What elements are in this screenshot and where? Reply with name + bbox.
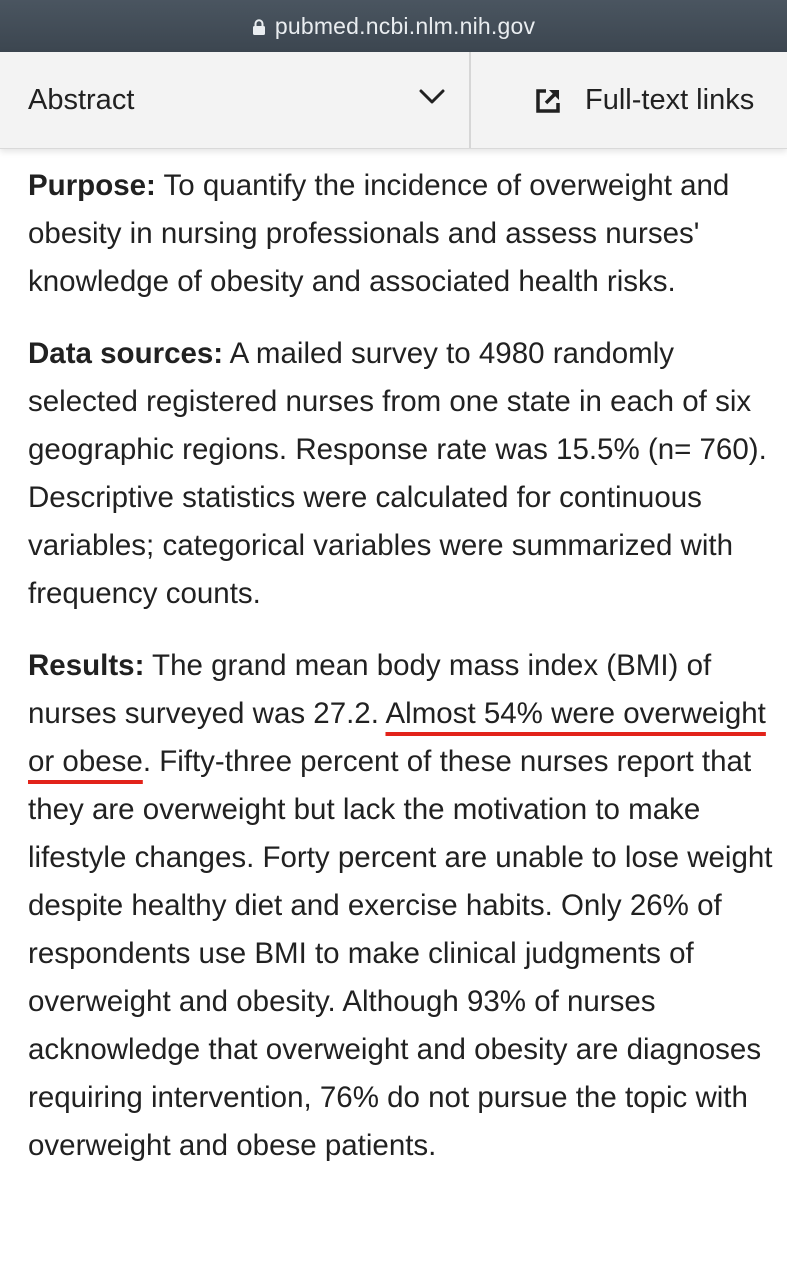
full-text-links-button[interactable] bbox=[471, 52, 787, 148]
data-sources-label: Data sources: bbox=[28, 337, 224, 370]
lock-icon bbox=[252, 19, 266, 35]
section-select[interactable] bbox=[0, 52, 469, 148]
article-toolbar bbox=[0, 52, 787, 149]
external-link-icon bbox=[535, 88, 561, 114]
abstract-purpose bbox=[28, 162, 780, 306]
section-select-label: Abstract bbox=[28, 83, 135, 116]
abstract-data-sources bbox=[28, 330, 780, 618]
purpose-text: To quantify the incidence of overweight and obesity in nursing professionals and assess nurses' knowledge of obesity and associated health risks. bbox=[28, 169, 730, 298]
results-highlight: Almost 54% were overweight or obese bbox=[28, 697, 766, 778]
results-text-before: The grand mean body mass index (BMI) of nurses surveyed was 27.2. bbox=[28, 649, 712, 730]
abstract-results bbox=[28, 642, 780, 1170]
url-text: pubmed.ncbi.nlm.nih.gov bbox=[274, 12, 536, 39]
purpose-label: Purpose: bbox=[28, 169, 156, 202]
browser-url-bar[interactable] bbox=[0, 0, 787, 52]
data-sources-text: A mailed survey to 4980 randomly selected registered nurses from one state in each of six geographic regions. Response rate was 15.5% (n= 760). Descriptive statistics were calculated for continuous variables; categorical variables were summarized with frequency counts. bbox=[28, 337, 767, 610]
results-label: Results: bbox=[28, 649, 145, 682]
full-text-links-label: Full-text links bbox=[585, 83, 755, 116]
chevron-down-icon bbox=[419, 88, 445, 106]
results-text-after: . Fifty-three percent of these nurses report that they are overweight but lack the motivation to make lifestyle changes. Forty percent are unable to lose weight despite healthy diet and exercise habits. Only 26% of respondents use BMI to make clinical judgments of overweight and obesity. Although 93% of nurses acknowledge that overweight and obesity are diagnoses requiring intervention, 76% do not pursue the topic with overweight and obese patients. bbox=[28, 745, 773, 1162]
abstract-content bbox=[28, 162, 780, 1194]
